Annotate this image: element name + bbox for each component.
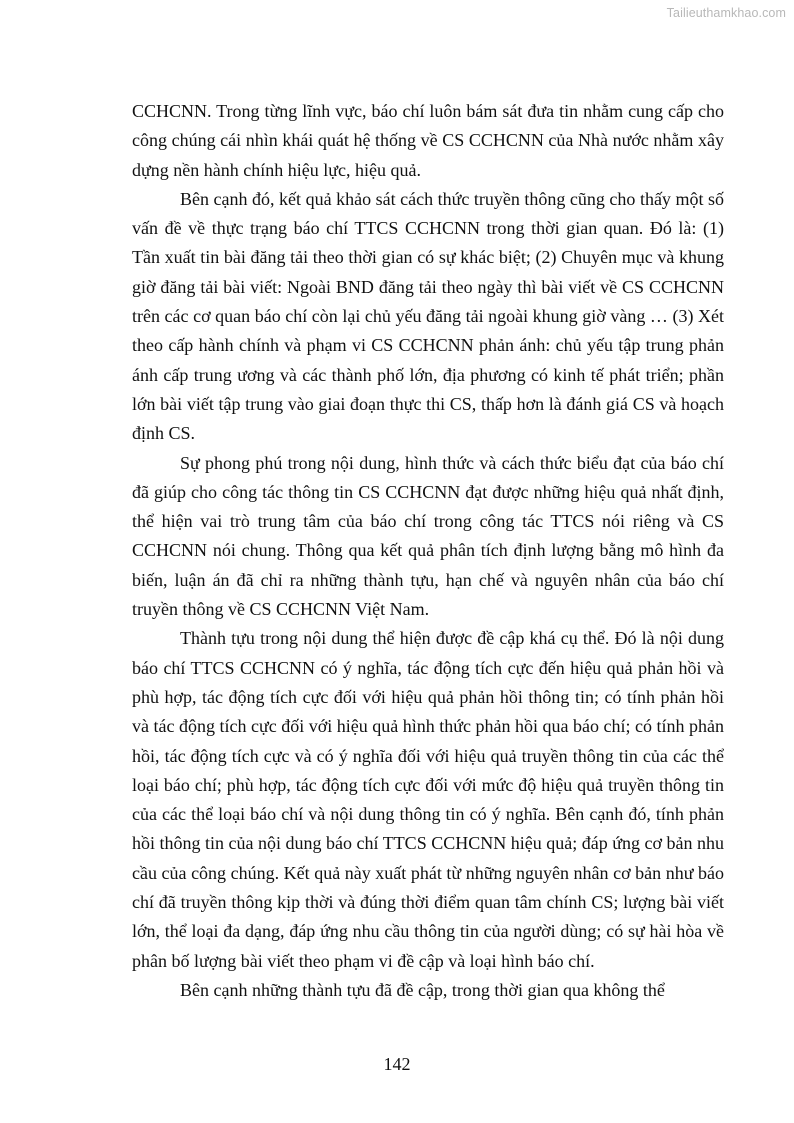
paragraph-achievements: Thành tựu trong nội dung thể hiện được đề cập khá cụ thể. Đó là nội dung báo chí TTCS CCHCNN có ý nghĩa, tác động tích cực đến hiệu quả phản hồi và phù hợp, tác động tích cực đối với hiệu quả phản hồi thông tin; có tính phản hồi và tác động tích cực đối với hiệu quả hình thức phản hồi qua báo chí; có tính phản hồi, tác động tích cực và có ý nghĩa đối với hiệu quả truyền thông tin của các thể loại báo chí; phù hợp, tác động tích cực đối với mức độ hiệu quả truyền thông tin của các thể loại báo chí và nội dung thông tin có ý nghĩa. Bên cạnh đó, tính phản hồi thông tin của nội dung báo chí TTCS CCHCNN hiệu quả; đáp ứng cơ bản nhu cầu của công chúng. Kết quả này xuất phát từ những nguyên nhân cơ bản như báo chí đã truyền thông kịp thời và đúng thời điểm quan tâm chính CS; lượng bài viết lớn, thể loại đa dạng, đáp ứng nhu cầu thông tin của người dùng; có sự hài hòa về phân bố lượng bài viết theo phạm vi đề cập và loại hình báo chí. (132, 628, 724, 971)
paragraph-richness: Sự phong phú trong nội dung, hình thức và cách thức biểu đạt của báo chí đã giúp cho công tác thông tin CS CCHCNN đạt được những hiệu quả nhất định, thể hiện vai trò trung tâm của báo chí trong công tác TTCS nói riêng và CS CCHCNN nói chung. Thông qua kết quả phân tích định lượng bằng mô hình đa biến, luận án đã chỉ ra những thành tựu, hạn chế và nguyên nhân của báo chí truyền thông về CS CCHCNN Việt Nam. (132, 452, 724, 620)
watermark: Tailieuthamkhao.com (666, 6, 786, 20)
paragraph-survey-findings: Bên cạnh đó, kết quả khảo sát cách thức truyền thông cũng cho thấy một số vấn đề về thực trạng báo chí TTCS CCHCNN trong thời gian quan. Đó là: (1) Tần xuất tin bài đăng tải theo thời gian có sự khác biệt; (2) Chuyên mục và khung giờ đăng tải bài viết: Ngoài BND đăng tải theo ngày thì bài viết về CS CCHCNN trên các cơ quan báo chí còn lại chủ yếu đăng tải ngoài khung giờ vàng … (3) Xét theo cấp hành chính và phạm vi CS CCHCNN phản ánh: chủ yếu tập trung phản ánh cấp trung ương và các thành phố lớn, địa phương có kinh tế phát triển; phần lớn bài viết tập trung vào giai đoạn thực thi CS, thấp hơn là đánh giá CS và hoạch định CS. (132, 188, 724, 444)
paragraph-continuation: CCHCNN. Trong từng lĩnh vực, báo chí luôn bám sát đưa tin nhằm cung cấp cho công chúng cái nhìn khái quát hệ thống về CS CCHCNN của Nhà nước nhằm xây dựng nền hành chính hiệu lực, hiệu quả. (132, 101, 724, 180)
page-number: 142 (383, 1054, 411, 1074)
paragraph-besides: Bên cạnh những thành tựu đã đề cập, trong thời gian qua không thể (180, 979, 665, 1000)
document-body (132, 97, 724, 1005)
